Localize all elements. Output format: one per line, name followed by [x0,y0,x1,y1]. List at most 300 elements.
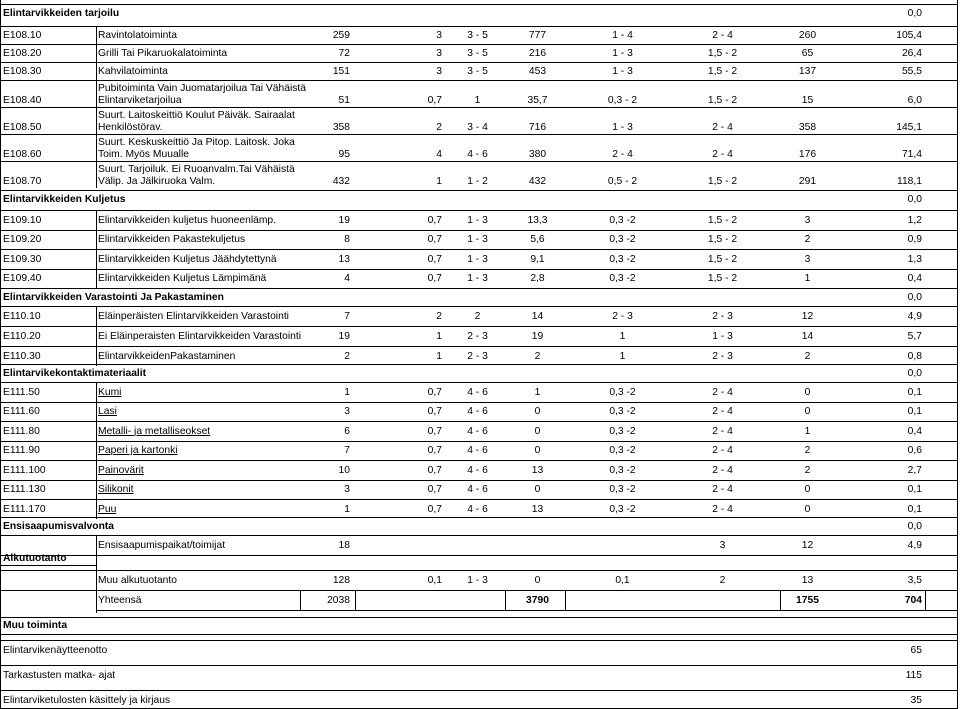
row-g: 65 [801,48,814,59]
row-f: 1,5 - 2 [707,95,738,106]
row-e: 0,3 -2 [609,464,636,476]
row-g: 14 [801,331,814,342]
row-h: 55,5 [901,66,922,77]
row-f: 1,5 - 2 [707,176,738,187]
row-name: ElintarvikkeidenPakastaminen [98,351,236,362]
row-rule [0,326,958,327]
row-d: 13,3 [527,214,548,226]
row-b: 0,7 [427,406,442,418]
col-rule [96,230,97,250]
row-c: 2 [474,311,481,322]
col-rule [925,590,926,610]
row-code: E109.40 [3,273,42,285]
row-h: 0,1 [907,386,922,398]
row-b: 0,7 [427,464,442,476]
row-b: 0,7 [427,273,442,285]
row-e: 0,3 -2 [609,406,636,418]
row-b: 1 [436,176,442,187]
row-code: E111.130 [3,484,46,496]
row-c: 1 - 2 [467,176,488,187]
row-c: 1 - 3 [467,234,488,246]
row-c: 1 - 3 [467,214,488,226]
row-a: 10 [338,464,350,476]
section-total: 0,0 [907,368,922,379]
row-name: Elintarvikkeiden Kuljetus Lämpimänä [98,273,267,285]
col-rule [780,590,781,610]
row-d: 2 [534,351,541,362]
row-h: 0,8 [907,351,922,362]
row-a: 8 [344,234,350,246]
section-title: Ensisaapumisvalvonta [3,521,115,532]
row-rule [0,421,958,422]
row-rule [0,590,958,591]
row-e: 1 [619,351,626,362]
muu-value: 115 [905,670,922,681]
col-rule [96,326,97,346]
row-h: 3,5 [907,575,922,586]
row-g: 291 [798,176,817,187]
row-c: 1 [474,95,481,106]
section-total: 0,0 [907,292,922,303]
row-code: E109.30 [3,253,42,265]
row-f: 2 - 4 [712,122,733,133]
row-a: 1 [344,386,350,398]
row-h: 4,9 [907,311,922,322]
row-a: 6 [344,425,350,437]
row-a: 2038 [327,595,350,606]
row-code: E109.10 [3,214,42,226]
row-rule [0,441,958,442]
col-rule [96,346,97,366]
row-c: 4 - 6 [467,484,488,496]
row-rule [0,134,958,135]
row-code: E109.20 [3,234,42,246]
row-name: Henkilöstörav. [98,122,163,133]
row-name: Välip. Ja Jälkiruoka Valm. [98,176,216,187]
section-rule [0,634,958,635]
row-e: 2 - 4 [612,149,633,160]
row-h: 145,1 [896,122,922,133]
row-code: E110.20 [3,331,41,342]
row-rule [0,44,958,45]
row-d: 716 [528,122,547,133]
row-e: 0,3 -2 [609,386,636,398]
row-b: 2 [436,311,442,322]
row-f: 1,5 - 2 [707,214,738,226]
muu-label: Elintarvikenäytteenotto [3,645,108,656]
row-d: 0 [534,484,541,496]
row-e: 2 - 3 [612,311,633,322]
row-name: Ei Eläinperaisten Elintarvikkeiden Varastointi [98,331,301,342]
row-g: 2 [804,351,811,362]
row-rule [0,161,958,162]
row-d: 3790 [526,595,549,606]
row-c: 3 - 4 [467,122,488,133]
row-f: 1,5 - 2 [707,253,738,265]
row-c: 3 - 5 [467,30,488,41]
row-h: 6,0 [907,95,922,106]
row-g: 137 [798,66,817,77]
row-e: 0,3 -2 [609,484,636,496]
row-name: Painovärit [98,464,144,476]
row-a: 19 [338,331,350,342]
section-title: Elintarvikkeiden Kuljetus [3,194,126,205]
row-f: 2 - 4 [712,445,733,457]
row-g: 2 [804,445,811,457]
row-rule [0,535,958,536]
row-f: 2 - 3 [712,351,733,362]
row-c: 3 - 5 [467,66,488,77]
row-a: 4 [344,273,350,285]
row-f: 1,5 - 2 [707,273,738,285]
row-name: Suurt. Keskuskeittiö Ja Pitop. Laitosk. Joka [98,137,295,148]
col-rule [96,535,97,613]
row-h: 71,4 [901,149,922,160]
row-a: 151 [332,66,350,77]
row-f: 1 - 3 [712,331,733,342]
row-a: 18 [338,540,350,551]
row-h: 105,4 [896,30,922,41]
row-b: 0,7 [427,386,442,398]
row-d: 0 [534,575,541,586]
row-a: 128 [332,575,350,586]
row-g: 1 [804,273,811,285]
row-f: 2 - 4 [712,406,733,418]
row-e: 0,3 -2 [609,253,636,265]
row-code: E111.100 [3,464,46,476]
section-title: Elintarvikekontaktimateriaalit [3,368,147,379]
row-f: 3 [719,540,726,551]
row-h: 1,3 [907,253,922,265]
row-d: 2,8 [530,273,545,285]
row-rule [0,480,958,481]
row-rule [0,346,958,347]
col-rule [96,402,97,422]
row-rule [0,640,958,641]
row-h: 1,2 [907,214,922,226]
row-h: 0,1 [907,503,922,515]
row-rule [0,382,958,383]
row-code: E110.10 [3,311,41,322]
row-c: 4 - 6 [467,425,488,437]
row-e: 1 - 3 [612,66,633,77]
row-rule [0,269,958,270]
muu-label: Tarkastusten matka- ajat [3,670,116,681]
row-rule [0,460,958,461]
row-c: 4 - 6 [467,464,488,476]
section-total: 0,0 [907,194,922,205]
row-name: Silikonit [98,484,134,496]
col-rule [96,460,97,480]
row-e: 1 - 4 [612,30,633,41]
row-c: 1 - 3 [467,575,488,586]
row-code: E108.50 [3,122,42,133]
row-a: 259 [332,30,350,41]
row-e: 0,3 -2 [609,425,636,437]
row-e: 0,3 -2 [609,503,636,515]
col-rule [300,590,301,610]
row-code: E108.30 [3,66,42,77]
section-rule [0,565,96,566]
row-f: 2 - 4 [712,484,733,496]
col-rule [96,210,97,230]
col-rule [565,590,566,610]
row-g: 15 [801,95,814,106]
row-rule [0,230,958,231]
row-rule [0,249,958,250]
row-a: 2 [344,351,350,362]
row-d: 453 [528,66,547,77]
row-name: Elintarviketarjoilua [98,95,182,106]
row-b: 3 [436,66,442,77]
row-name: Elintarvikkeiden Kuljetus Jäähdytettynä [98,253,277,265]
row-b: 3 [436,48,442,59]
row-name: Lasi [98,406,117,418]
row-d: 13 [531,503,544,515]
row-e: 0,3 -2 [609,234,636,246]
muu-value: 65 [910,645,922,656]
row-code: E111.170 [3,503,46,515]
row-h: 0,1 [907,406,922,418]
row-f: 2 [719,575,726,586]
col-rule [96,480,97,500]
row-name: Eläinperäisten Elintarvikkeiden Varastointi [98,311,289,322]
section-title: Elintarvikkeiden tarjoilu [3,8,120,19]
row-e: 1 - 3 [612,122,633,133]
row-e: 0,1 [615,575,630,586]
row-f: 2 - 4 [712,464,733,476]
row-e: 1 - 3 [612,48,633,59]
col-rule [96,382,97,402]
row-rule [0,107,958,108]
row-e: 0,3 -2 [609,214,636,226]
section-rule [0,617,958,618]
row-a: 72 [338,48,350,59]
row-g: 260 [798,30,817,41]
row-g: 1755 [796,595,819,606]
col-rule [96,421,97,441]
row-d: 0 [534,425,541,437]
col-rule [96,26,97,188]
row-a: 95 [338,149,350,160]
row-h: 26,4 [901,48,922,59]
row-name: Metalli- ja metalliseokset [98,425,211,437]
row-d: 432 [528,176,547,187]
section-title: Muu toiminta [3,620,68,631]
row-b: 3 [436,30,442,41]
row-c: 1 - 3 [467,253,488,265]
row-d: 0 [534,406,541,418]
col-rule [96,306,97,326]
section-title: Elintarvikkeiden Varastointi Ja Pakastaminen [3,292,224,303]
row-c: 1 - 3 [467,273,488,285]
row-f: 1,5 - 2 [707,48,738,59]
row-rule [0,665,958,666]
row-code: E111.60 [3,406,40,418]
row-f: 2 - 4 [712,425,733,437]
row-a: 19 [338,214,350,226]
row-c: 2 - 3 [467,351,488,362]
row-d: 0 [534,445,541,457]
row-g: 0 [804,406,811,418]
row-f: 2 - 4 [712,30,733,41]
section-rule [0,364,958,365]
row-a: 7 [344,311,350,322]
muu-value: 35 [910,695,922,706]
row-g: 3 [804,214,811,226]
row-c: 4 - 6 [467,386,488,398]
row-b: 4 [436,149,442,160]
row-code: E110.30 [3,351,41,362]
row-h: 0,4 [907,273,922,285]
row-name: Elintarvikkeiden kuljetus huoneenlämp. [98,214,277,226]
row-code: E111.90 [3,445,40,457]
row-b: 0,7 [427,484,442,496]
row-name: Toim. Myös Muualle [98,149,189,160]
row-h: 5,7 [907,331,922,342]
row-rule [0,499,958,500]
row-rule [0,62,958,63]
row-c: 4 - 6 [467,503,488,515]
row-d: 9,1 [530,253,545,265]
row-f: 2 - 3 [712,311,733,322]
row-name: Muu alkutuotanto [98,575,177,586]
row-g: 13 [801,575,814,586]
row-d: 14 [531,311,544,322]
section-rule [0,555,958,556]
row-b: 1 [436,351,442,362]
row-a: 51 [338,95,350,106]
row-code: E111.80 [3,425,40,437]
row-a: 3 [344,406,350,418]
row-name: Puu [98,503,117,515]
row-f: 2 - 4 [712,386,733,398]
section-title: Alkutuotanto [3,553,67,564]
row-name: Yhteensä [98,595,142,606]
col-rule [505,590,506,610]
row-c: 3 - 5 [467,48,488,59]
row-d: 216 [528,48,547,59]
row-h: 0,6 [907,445,922,457]
row-h: 2,7 [907,464,922,476]
row-code: E108.70 [3,176,42,187]
row-code: E108.40 [3,95,42,106]
row-f: 1,5 - 2 [707,66,738,77]
row-e: 0,3 - 2 [607,95,638,106]
row-g: 2 [804,464,811,476]
row-rule [0,690,958,691]
col-rule [96,249,97,269]
row-e: 0,3 -2 [609,445,636,457]
row-a: 3 [344,484,350,496]
row-d: 1 [534,386,541,398]
row-h: 118,1 [896,176,922,187]
section-total: 0,0 [907,521,922,532]
row-code: E108.10 [3,30,42,41]
row-c: 4 - 6 [467,149,488,160]
row-name: Suurt. Tarjoiluk. Ei Ruoanvalm.Tai Vähäistä [98,164,295,175]
row-g: 12 [801,311,814,322]
row-name: Pubitoiminta Vain Juomatarjoilua Tai Vähäistä [98,83,306,94]
row-e: 0,5 - 2 [607,176,638,187]
col-rule [96,269,97,289]
row-b: 0,7 [427,95,442,106]
row-d: 5,6 [530,234,545,246]
row-a: 13 [338,253,350,265]
row-a: 7 [344,445,350,457]
row-h: 0,4 [907,425,922,437]
row-code: E108.60 [3,149,42,160]
row-g: 1 [804,425,811,437]
row-b: 0,7 [427,253,442,265]
row-d: 380 [528,149,547,160]
row-g: 12 [801,540,814,551]
row-rule [0,210,958,211]
row-c: 2 - 3 [467,331,488,342]
row-d: 35,7 [527,95,548,106]
row-f: 1,5 - 2 [707,234,738,246]
row-g: 0 [804,484,811,496]
section-rule [0,517,958,518]
row-f: 2 - 4 [712,149,733,160]
row-h: 0,1 [907,484,922,496]
row-f: 2 - 4 [712,503,733,515]
section-rule [0,4,958,5]
row-name: Elintarvikkeiden Pakastekuljetus [98,234,246,246]
row-b: 2 [436,122,442,133]
row-a: 358 [332,122,350,133]
row-h: 4,9 [907,540,922,551]
row-g: 358 [798,122,817,133]
row-rule [0,306,958,307]
col-rule [96,499,97,519]
row-h: 0,9 [907,234,922,246]
row-rule [96,610,958,611]
row-name: Kumi [98,386,122,398]
section-total: 0,0 [907,8,922,19]
row-g: 2 [804,234,811,246]
row-d: 777 [528,30,547,41]
row-name: Grilli Tai Pikaruokalatoiminta [98,48,228,59]
col-rule [355,590,356,610]
row-name: Ensisaapumispaikat/toimijat [98,540,226,551]
row-a: 1 [344,503,350,515]
muu-label: Elintarviketulosten käsittely ja kirjaus [3,695,171,706]
row-rule [0,570,958,571]
row-a: 432 [332,176,350,187]
row-code: E111.50 [3,386,40,398]
row-name: Kahvilatoiminta [98,66,168,77]
row-rule [0,402,958,403]
row-d: 13 [531,464,544,476]
row-b: 1 [436,331,442,342]
row-e: 0,3 -2 [609,273,636,285]
row-g: 3 [804,253,811,265]
col-rule [96,441,97,461]
row-b: 0,7 [427,214,442,226]
row-name: Suurt. Laitoskeittiö Koulut Päiväk. Sairaalat [98,110,295,121]
row-c: 4 - 6 [467,406,488,418]
row-g: 176 [798,149,817,160]
row-code: E108.20 [3,48,42,59]
row-b: 0,7 [427,234,442,246]
row-name: Ravintolatoiminta [98,30,177,41]
row-g: 0 [804,386,811,398]
section-rule [0,190,958,191]
row-b: 0,7 [427,445,442,457]
section-rule [0,288,958,289]
row-b: 0,7 [427,503,442,515]
